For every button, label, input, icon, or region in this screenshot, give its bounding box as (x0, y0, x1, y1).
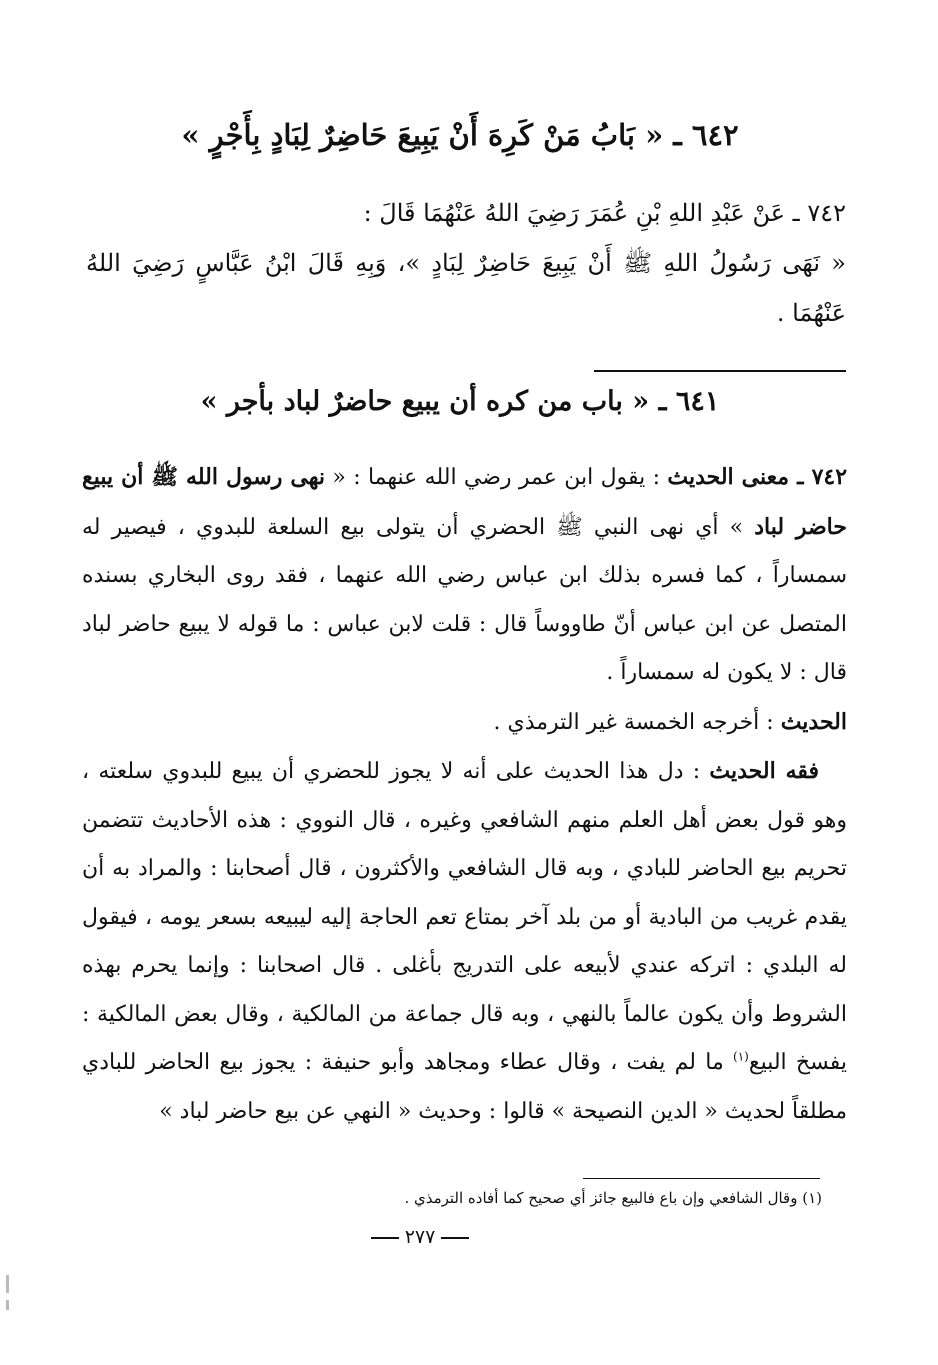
hadith-matn: « نَهَى رَسُولُ اللهِ ﷺ أَنْ يَبِيعَ حَاضِرٌ لِبَادٍ »، وَبِهِ قَالَ ابْنُ عَبَّاسٍ رَضِيَ اللهُ عَنْهُمَا . (86, 249, 846, 327)
fiqh-text-2: ما لم يفت ، وقال عطاء ومجاهد وأبو حنيفة : يجوز بيع الحاضر للبادي مطلقاً لحديث « الدين النصيحة » قالوا : وحديث « النهي عن بيع حاضر لباد » (82, 1050, 847, 1124)
source-label: الحديث (780, 708, 847, 735)
source-paragraph (82, 698, 847, 748)
section-divider (594, 370, 846, 372)
chapter-header: ٦٤٢ ـ « بَابُ مَنْ كَرِهَ أَنْ يَبِيعَ حَاضِرٌ لِبَادٍ بِأَجْرٍ » (181, 118, 739, 152)
fiqh-paragraph (82, 747, 847, 1136)
meaning-paragraph (82, 453, 847, 698)
scan-artifact (6, 1300, 9, 1310)
fiqh-text-1: : دل هذا الحديث على أنه لا يجوز للحضري أن يبيع للبدوي سلعته ، وهو قول بعض أهل العلم منهم الشافعي وغيره ، قال النووي : هذه الأحاديث تتضمن تحريم بيع الحاضر للبادي ، وبه قال الشافعي والأكثرون ، قال أصحابنا : والمراد به أن يقدم غريب من البادية أو من بلد آخر بمتاع تعم الحاجة إليه ليبيعه بسعر يومه ، فيقول له البلدي : اتركه عندي لأبيعه على التدريج بأغلى . قال اصحابنا : وإنما يحرم بهذه الشروط وأن يكون عالماً بالنهي ، وبه قال جماعة من المالكية ، وقال بعض المالكية : يفسخ البيع (82, 759, 847, 1075)
page-number-dash-right (371, 1237, 399, 1239)
hadith-isnad: ٧٤٢ ـ عَنْ عَبْدِ اللهِ بْنِ عُمَرَ رَضِيَ اللهُ عَنْهُمَا قَالَ : (363, 199, 846, 227)
meaning-text: » أي نهى النبي ﷺ الحضري أن يتولى بيع السلعة للبدوي ، فيصير له سمساراً ، كما فسره بذلك ابن عباس رضي الله عنهما ، فقد روى البخاري بسنده المتصل عن ابن عباس أنّ طاووساً قال : قلت لابن عباس : ما قوله لا يبيع حاضر لباد قال : لا يكون له سمساراً . (82, 514, 847, 685)
footnote: (١) وقال الشافعي وإن باع فالبيع جائز أي صحيح كما أفاده الترمذي . (404, 1189, 822, 1207)
footnote-divider (583, 1178, 820, 1179)
meaning-intro: : يقول ابن عمر رضي الله عنهما : « (332, 465, 660, 490)
fiqh-label: فقه الحديث (709, 758, 820, 784)
commentary-body (82, 453, 847, 1136)
footnote-ref: (١) (733, 1049, 749, 1064)
scan-artifact (6, 1275, 9, 1293)
page-number (360, 1226, 480, 1248)
meaning-label: ٧٤٢ ـ معنى الحديث (667, 464, 848, 490)
page-number-dash-left (441, 1237, 469, 1239)
commentary-header: ٦٤١ ـ « باب من كره أن يبيع حاضرٌ لباد بأجر » (200, 386, 720, 417)
hadith-text (86, 188, 846, 338)
source-text: : أخرجه الخمسة غير الترمذي . (493, 709, 774, 735)
page-number-value: ٢٧٧ (404, 1226, 436, 1248)
meaning-quote: نهى رسول الله ﷺ أن يبيع حاضر لباد (82, 464, 847, 540)
